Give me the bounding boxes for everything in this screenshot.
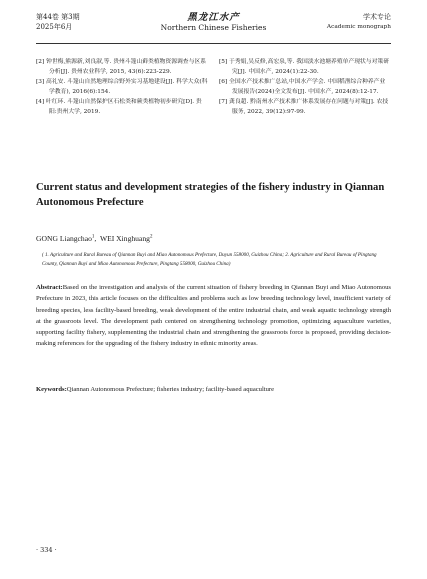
reference-item: [6] 全国水产技术推广总站,中国水产学会. 中国稻渔综合种养产业发展报告(2024)全文发布[J]. 中国水产, 2024(8):12-17. xyxy=(219,79,386,95)
abstract xyxy=(36,282,391,350)
author-affiliation-mark: 2 xyxy=(149,234,153,240)
section-en: Academic monograph xyxy=(326,24,391,30)
keywords-text: Qiannan Autonomous Prefecture; fisheries industry; facility-based aquaculture xyxy=(66,386,275,393)
reference-item: [5] 于秀娟,吴反修,高宏泉,等. 我国淡水池塘养殖单产现状与对策研究[J]. 中国水产, 2024(1):22-30. xyxy=(219,59,389,75)
reference-item: [4] 叶红环. 斗篷山自然保护区石松类和蕨类植物初步研究[D]. 贵阳:贵州大学, 2019. xyxy=(36,99,202,115)
author-affiliation-mark: 1 xyxy=(91,234,95,240)
reference-column-left xyxy=(36,58,208,119)
page-number: · 334 · xyxy=(36,546,57,554)
keywords xyxy=(36,384,391,395)
reference-item: [3] 高礼安. 斗篷山自然地理综合野外实习基地建设[J]. 科学大众(科学教育), 2016(6):154. xyxy=(36,79,208,95)
article-title: Current status and development strategies of the fishery industry in Qiannan Autonomous Prefecture xyxy=(36,182,385,208)
volume-issue: 第44卷 第3期 xyxy=(36,13,80,21)
running-header xyxy=(36,12,391,42)
journal-name-en: Northern Chinese Fisheries xyxy=(160,23,267,32)
reference-item: [2] 钟世梅,熊源新,刘良淑,等. 贵州斗篷山藓类植物资源调查与区系分析[J]. 贵州农业科学, 2015, 43(6):223-229. xyxy=(36,59,206,75)
author-name: WEI Xinghuang xyxy=(99,234,150,243)
journal-name-cn: 黑龙江水产 xyxy=(187,12,240,23)
header-rule xyxy=(36,43,391,44)
issue-date: 2025年6月 xyxy=(36,23,73,31)
section-cn: 学术专论 xyxy=(363,13,391,21)
keywords-label: Keywords: xyxy=(36,386,67,393)
affiliations: ( 1. Agriculture and Rural Bureau of Qiannan Buyi and Miao Autonomous Prefecture, Duyun 558000, Guizhou China; 2. Agriculture and Rural Bureau of Pingtang County, Qiannan Buyi and Miao Autonomous Prefecture, Pingtang 558000, Guizhou China) xyxy=(42,252,377,267)
reference-column-right xyxy=(219,58,391,119)
section-label xyxy=(327,12,391,32)
abstract-text: Based on the investigation and analysis of the current situation of fishery breeding in Qiannan Buyi and Miao Autonomous Prefecture in 2023, this article focuses on the difficulties and problems such as low breeding technology level, insufficient variety of breeding species, less facility-based breeding, weak development of the entire industrial chain, and weak aquatic technology strength at the grassroots level. The development path centered on strengthening technology promotion, optimizing aquaculture varieties, supporting facility fishery, supplementing the industrial chain and strengthening the grassroots force is proposed, providing decision-making references for the upgrading of the fishery industry in ethnic minority areas. xyxy=(36,284,391,348)
reference-item: [7] 龚良超. 黔南州水产技术推广体系发展存在问题与对策[J]. 农技服务, 2022, 39(12):97-99. xyxy=(219,99,389,115)
author-line: GONG Liangchao$^1$, WEI Xinghuang$^2$ xyxy=(36,234,153,243)
author-name: GONG Liangchao xyxy=(36,234,92,243)
abstract-label: Abstract: xyxy=(36,284,63,291)
